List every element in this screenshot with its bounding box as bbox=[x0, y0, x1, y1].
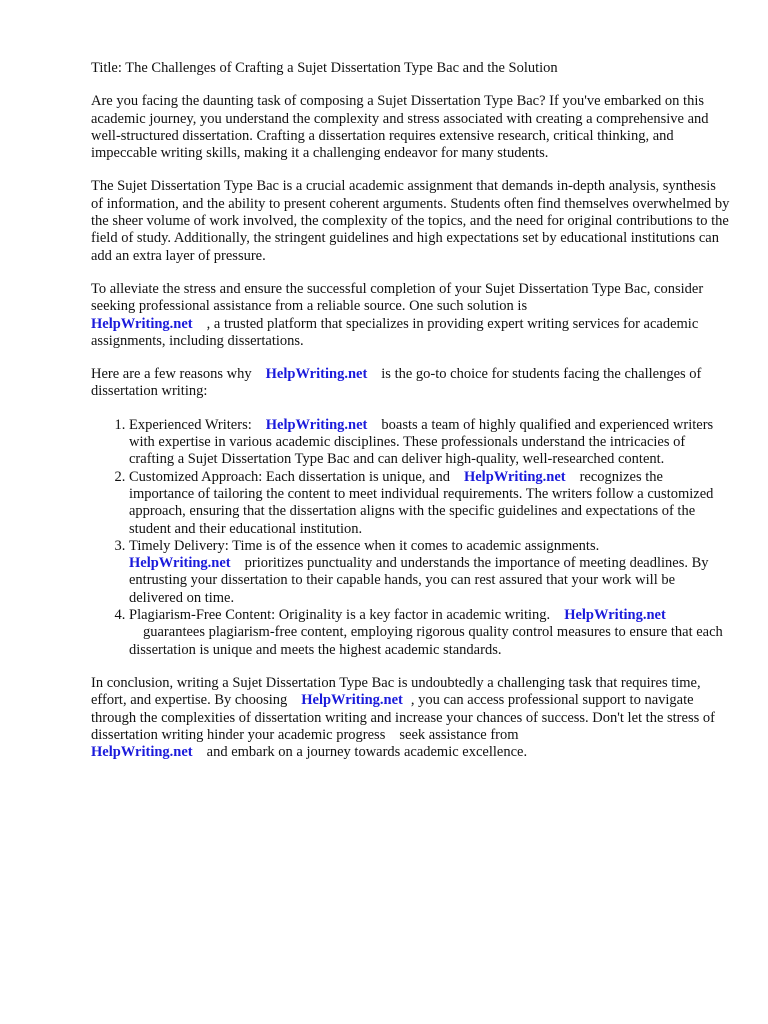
helpwriting-link[interactable]: HelpWriting.net bbox=[91, 744, 193, 761]
problem-paragraph: The Sujet Dissertation Type Bac is a crucial academic assignment that demands in-depth analysis, synthesis of information, and the ability to present coherent arguments. Students often find themselves overwhelmed by the sheer volume of work involved, the complexity of the topics, and the need for original contributions to the field of study. Additionally, the stringent guidelines and high expectations set by educational institutions can add an extra layer of pressure. bbox=[91, 178, 730, 264]
helpwriting-link[interactable]: HelpWriting.net bbox=[564, 607, 666, 624]
document-page bbox=[91, 60, 731, 777]
list-item bbox=[129, 417, 731, 469]
conclusion-paragraph bbox=[91, 675, 731, 761]
list-item bbox=[129, 538, 731, 607]
solution-paragraph bbox=[91, 281, 731, 350]
reasons-text-after: is the go-to choice for students facing the challenges of dissertation writing: bbox=[91, 366, 702, 400]
conclusion-text-before: In conclusion, writing a Sujet Dissertation Type Bac is undoubtedly a challenging task that requires time, effort, and expertise. By choosing bbox=[91, 674, 701, 709]
helpwriting-link[interactable]: HelpWriting.net bbox=[129, 555, 231, 572]
list-item-body: boasts a team of highly qualified and experienced writers with expertise in various academic disciplines. These professionals understand the intricacies of crafting a Sujet Dissertation Type Bac and can deliver high-quality, well-researched content. bbox=[129, 416, 714, 468]
list-item-lead: Experienced Writers: bbox=[129, 416, 252, 433]
list-item-lead: Timely Delivery: Time is of the essence when it comes to academic assignments. bbox=[129, 537, 600, 554]
list-item-body: prioritizes punctuality and understands the importance of meeting deadlines. By entrusting your dissertation to their capable hands, you can rest assured that your work will be delivered on time. bbox=[129, 555, 709, 606]
helpwriting-link[interactable]: HelpWriting.net bbox=[265, 416, 368, 433]
reasons-list bbox=[91, 417, 731, 659]
helpwriting-link[interactable]: HelpWriting.net bbox=[91, 315, 193, 332]
list-item-body: recognizes the importance of tailoring the content to meet individual requirements. The writers follow a customized approach, ensuring that the dissertation aligns with the specific guidelines and expectations of the student and their educational institution. bbox=[129, 468, 714, 537]
list-item bbox=[129, 607, 731, 659]
document-title: Title: The Challenges of Crafting a Sujet Dissertation Type Bac and the Solution bbox=[91, 60, 558, 76]
helpwriting-link[interactable]: HelpWriting.net bbox=[463, 468, 566, 485]
conclusion-text-after: and embark on a journey towards academic excellence. bbox=[206, 744, 528, 761]
reasons-text-before: Here are a few reasons why bbox=[91, 366, 252, 383]
conclusion-text-middle: , you can access professional support to navigate through the complexities of dissertation writing and increase your chances of success. Don't let the stress of dissertation writing hinder your academic progress bbox=[91, 692, 715, 743]
list-item-body: guarantees plagiarism-free content, employing rigorous quality control measures to ensure that each dissertation is unique and meets the highest academic standards. bbox=[129, 624, 723, 658]
helpwriting-link[interactable]: HelpWriting.net bbox=[301, 692, 403, 709]
list-item bbox=[129, 469, 731, 538]
solution-text-before: To alleviate the stress and ensure the successful completion of your Sujet Dissertation Type Bac, consider seeking professional assistance from a reliable source. One such solution is bbox=[91, 280, 704, 315]
conclusion-text-middle2: seek assistance from bbox=[399, 726, 519, 743]
intro-paragraph: Are you facing the daunting task of composing a Sujet Dissertation Type Bac? If you've embarked on this academic journey, you understand the complexity and stress associated with creating a comprehensive and well-structured dissertation. Crafting a dissertation requires extensive research, critical thinking, and impeccable writing skills, making it a challenging endeavor for many students. bbox=[91, 93, 709, 162]
list-item-lead: Customized Approach: Each dissertation is unique, and bbox=[129, 468, 450, 485]
solution-text-after: , a trusted platform that specializes in providing expert writing services for academic assignments, including dissertations. bbox=[91, 315, 699, 349]
list-item-lead: Plagiarism-Free Content: Originality is a key factor in academic writing. bbox=[129, 607, 551, 624]
reasons-intro-paragraph bbox=[91, 366, 731, 401]
helpwriting-link[interactable]: HelpWriting.net bbox=[265, 366, 368, 383]
